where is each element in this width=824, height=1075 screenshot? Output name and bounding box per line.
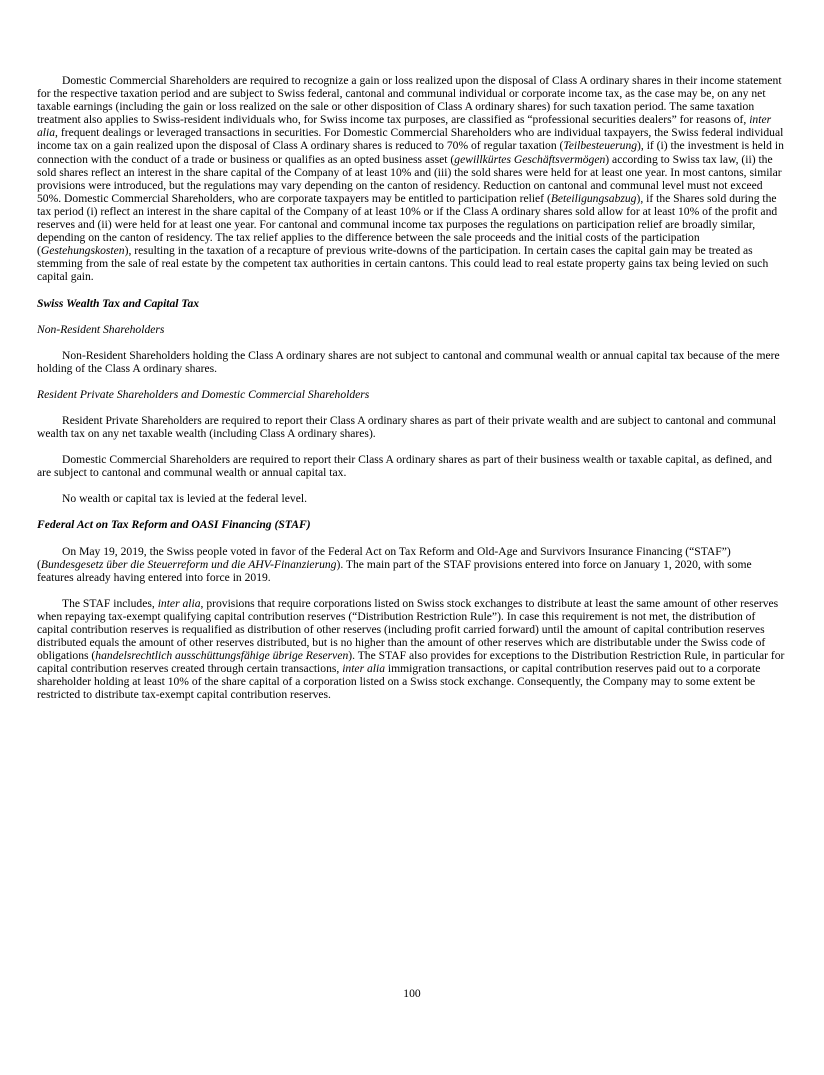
- italic-term: Bundesgesetz über die Steuerreform und die AHV-Finanzierung: [40, 557, 337, 571]
- page-number: 100: [403, 987, 421, 1000]
- paragraph-non-resident-wealth: Non-Resident Shareholders holding the Class A ordinary shares are not subject to cantonal and communal wealth or annual capital tax because of the mere holding of the Class A ordinary shares.: [37, 348, 780, 375]
- paragraph-domestic-commercial-wealth: Domestic Commercial Shareholders are required to report their Class A ordinary shares as part of their business wealth or taxable capital, as defined, and are subject to cantonal and communal wealth or annual capital tax.: [37, 453, 772, 480]
- italic-term: inter alia: [37, 113, 772, 140]
- italic-term: Gestehungskosten: [40, 244, 125, 258]
- paragraph-capital-gains-commercial: Domestic Commercial Shareholders are required to recognize a gain or loss realized upon the disposal of Class A ordinary shares in their income statement for the respective taxation period and are subject to Swiss federal, cantonal and communal individual or corporate income tax, as the case may be, on any net taxable earnings (including the gain or loss realized on the sale or other disposition of Class A ordinary shares) for such taxation period. The same taxation treatment also applies to Swiss-resident individuals who, for Swiss income tax purposes, are classified as “professional securities dealers” for reasons of, inter alia, frequent dealings or leveraged transactions in securities. For Domestic Commercial Shareholders who are individual taxpayers, the Swiss federal individual income tax on a gain realized upon the disposal of Class A ordinary shares is reduced to 70% of regular taxation (Teilbesteuerung), if (i) the investment is held in connection with the conduct of a trade or business or qualifies as an opted business asset (gewillkürtes Geschäftsvermögen) according to Swiss tax law, (ii) the sold shares reflect an interest in the share capital of the Company of at least 10% and (iii) the sold shares were held for at least one year. In most cantons, similar provisions were introduced, but the regulations may vary depending on the canton of residency. Reduction on cantonal and communal level must not exceed 50%. Domestic Commercial Shareholders, who are corporate taxpayers may be entitled to participation relief (Beteiligungsabzug), if the Shares sold during the tax period (i) reflect an interest in the share capital of the Company of at least 10% or if the Class A ordinary shares sold allow for at least 10% of the profit and reserves and (ii) were held for at least one year. For cantonal and communal income tax purposes the regulations on participation relief are broadly similar, depending on the canton of residency. The tax relief applies to the difference between the sale proceeds and the initial costs of the participation (Gestehungskosten), resulting in the taxation of a recapture of previous write-downs of the participation. In certain cases the capital gain may be treated as stemming from the sale of real estate by the competent tax authorities in certain cantons. This could lead to real estate property gains tax being levied on such capital gain.: [37, 74, 784, 284]
- document-page: [37, 74, 787, 702]
- italic-term: inter alia: [342, 662, 386, 676]
- italic-term: Teilbesteuerung: [563, 139, 638, 153]
- paragraph-federal-level: No wealth or capital tax is levied at the federal level.: [62, 492, 307, 506]
- subheading-resident-domestic: Resident Private Shareholders and Domestic Commercial Shareholders: [37, 387, 370, 401]
- paragraph-staf-vote: On May 19, 2019, the Swiss people voted in favor of the Federal Act on Tax Reform and Old-Age and Survivors Insurance Financing (“STAF”) (Bundesgesetz über die Steuerreform und die AHV-Finanzierung). The main part of the STAF provisions entered into force on January 1, 2020, with some features already having entered into force in 2019.: [37, 544, 752, 584]
- section-heading-wealth-tax: Swiss Wealth Tax and Capital Tax: [37, 296, 200, 310]
- subheading-non-resident: Non-Resident Shareholders: [37, 322, 165, 336]
- italic-term: handelsrechtlich ausschüttungsfähige übrige Reserven: [95, 649, 349, 663]
- italic-term: gewillkürtes Geschäftsvermögen: [454, 152, 606, 166]
- paragraph-resident-private-wealth: Resident Private Shareholders are required to report their Class A ordinary shares as part of their private wealth and are subject to cantonal and communal wealth tax on any net taxable wealth (including Class A ordinary shares).: [37, 413, 777, 441]
- paragraph-staf-distribution-rule: The STAF includes, inter alia, provisions that require corporations listed on Swiss stock exchanges to distribute at least the same amount of other reserves when repaying tax-exempt qualifying capital contribution reserves (“Distribution Restriction Rule”). In case this requirement is not met, the distribution of capital contribution reserves is requalified as distribution of other reserves (including profit carried forward) until the amount of capital contribution reserves distributed equals the amount of other reserves distributed, but is no higher than the amount of other reserves which are distributable under the Swiss code of obligations (handelsrechtlich ausschüttungsfähige übrige Reserven). The STAF also provides for exceptions to the Distribution Restriction Rule, in particular for capital contribution reserves created through certain transactions, inter alia immigration transactions, or capital contribution reserves paid out to a corporate shareholder holding at least 10% of the share capital of a corporation listed on a Swiss stock exchange. Consequently, the Company may to some extent be restricted to distribute tax-exempt capital contribution reserves.: [37, 596, 785, 702]
- italic-term: Beteiligungsabzug: [550, 191, 637, 205]
- section-heading-staf: Federal Act on Tax Reform and OASI Financing (STAF): [37, 518, 311, 532]
- italic-term: inter alia: [157, 596, 201, 610]
